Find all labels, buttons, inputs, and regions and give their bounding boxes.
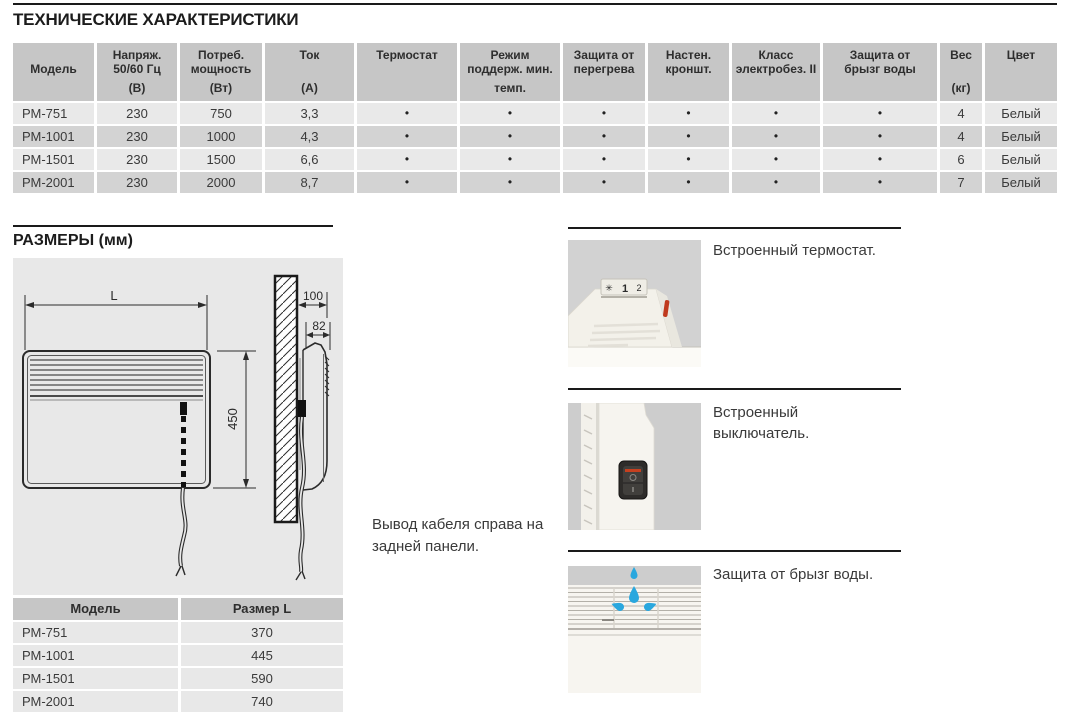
splash-protection-photo — [568, 566, 701, 693]
switch-photo — [568, 403, 701, 530]
dimension-drawing — [13, 258, 343, 595]
model-cell: РМ-2001 — [13, 172, 94, 193]
col-header-thermostat: Термостат — [357, 43, 457, 101]
thermostat-dial-mark: 2 — [636, 283, 642, 293]
cable-note: Вывод кабеля справа на задней панели. — [372, 516, 544, 555]
dim-model-cell: РМ-1501 — [13, 668, 178, 689]
dim-model-cell: РМ-1001 — [13, 645, 178, 666]
dim-col-header-model: Модель — [13, 598, 178, 620]
feature-dot: • — [823, 172, 937, 193]
feature-dot: • — [648, 126, 729, 147]
thermostat-dial-mark: 1 — [621, 283, 629, 295]
feature-dot: • — [648, 149, 729, 170]
length-dimension-label: L — [110, 288, 118, 303]
feature-dot: • — [823, 126, 937, 147]
feature-dot: • — [563, 149, 645, 170]
col-header-current: Ток (А) — [265, 43, 354, 101]
model-cell: РМ-751 — [13, 103, 94, 124]
feature-dot: • — [563, 103, 645, 124]
feature-dot: • — [460, 149, 560, 170]
feature-divider — [568, 550, 901, 552]
feature-dot: • — [357, 126, 457, 147]
feature-dot: • — [357, 103, 457, 124]
height-dimension-label: 450 — [225, 408, 240, 430]
feature-dot: • — [460, 172, 560, 193]
col-header-overheat-protection: Защита от перегрева — [563, 43, 645, 101]
thermostat-frost-mark: ✳ — [605, 283, 613, 293]
dimensions-title: РАЗМЕРЫ (мм) — [13, 232, 133, 249]
body-depth-dimension-label: 82 — [312, 319, 326, 333]
model-cell: РМ-1001 — [13, 126, 94, 147]
spec-table: Модель Напряж. 50/60 Гц (В) Потреб. мощность (Вт) Ток (А) Термостат Режим поддерж. мин. темп. Защита от перегрева Настен. кроншт. Класс электробез. II Защита от брызг воды Вес (кг) Цвет РМ-751 230 750 3,3 • • • • • • 4 Белый РМ-1001 230 1000 4,3 • • • • • • 4 Белый РМ-1501 230 1500 6,6 • • • • • • 6 Белый РМ-2001 230 2000 8,7 • • • • • • 7 Белый — [13, 43, 1057, 193]
feature-dot: • — [563, 172, 645, 193]
feature-caption-thermostat: Встроенный термостат. — [713, 242, 876, 259]
feature-dot: • — [732, 172, 820, 193]
dim-model-cell: РМ-2001 — [13, 691, 178, 712]
dim-size-cell: 445 — [181, 645, 343, 666]
feature-caption-switch: Встроенный выключатель. — [713, 404, 810, 442]
col-header-splash-protection: Защита от брызг воды — [823, 43, 937, 101]
thermostat-photo — [568, 240, 701, 367]
dimension-table — [13, 598, 343, 712]
feature-dot: • — [563, 126, 645, 147]
page-title: ТЕХНИЧЕСКИЕ ХАРАКТЕРИСТИКИ — [13, 10, 299, 29]
feature-dot: • — [823, 103, 937, 124]
feature-dot: • — [823, 149, 937, 170]
col-header-power: Потреб. мощность (Вт) — [180, 43, 262, 101]
wall-offset-dimension-label: 100 — [302, 289, 324, 303]
dim-size-cell: 370 — [181, 622, 343, 643]
col-header-wall-bracket: Настен. кроншт. — [648, 43, 729, 101]
feature-dot: • — [648, 172, 729, 193]
model-cell: РМ-1501 — [13, 149, 94, 170]
feature-dot: • — [460, 103, 560, 124]
convector-dimension-diagram — [13, 258, 343, 595]
col-header-voltage: Напряж. 50/60 Гц (В) — [97, 43, 177, 101]
feature-dot: • — [732, 149, 820, 170]
col-header-electrical-class: Класс электробез. II — [732, 43, 820, 101]
col-header-color: Цвет — [985, 43, 1057, 101]
feature-divider — [568, 227, 901, 229]
feature-divider — [568, 388, 901, 390]
feature-dot: • — [357, 149, 457, 170]
dim-model-cell: РМ-751 — [13, 622, 178, 643]
dim-col-header-size: Размер L — [181, 598, 343, 620]
feature-dot: • — [460, 126, 560, 147]
feature-dot: • — [648, 103, 729, 124]
top-divider — [13, 3, 1057, 5]
dim-size-cell: 590 — [181, 668, 343, 689]
feature-dot: • — [732, 126, 820, 147]
feature-dot: • — [732, 103, 820, 124]
col-header-min-temp-mode: Режим поддерж. мин. темп. — [460, 43, 560, 101]
feature-dot: • — [357, 172, 457, 193]
col-header-model: Модель — [13, 43, 94, 101]
front-grill-lines — [30, 360, 203, 390]
feature-caption-splash: Защита от брызг воды. — [713, 566, 874, 583]
dimensions-divider — [13, 225, 333, 227]
col-header-weight: Вес (кг) — [940, 43, 982, 101]
dim-size-cell: 740 — [181, 691, 343, 712]
